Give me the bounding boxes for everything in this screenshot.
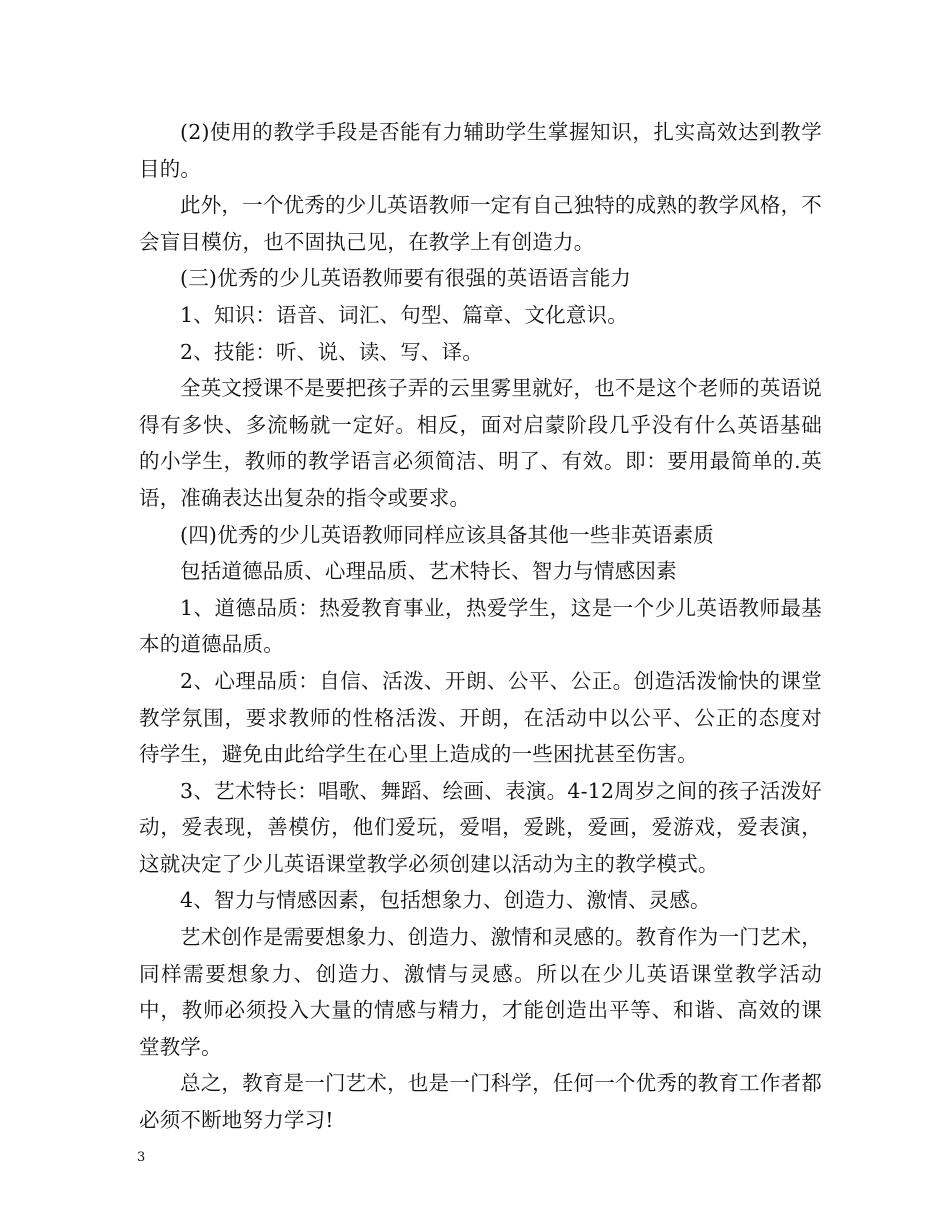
paragraph-conclusion: 总之，教育是一门艺术，也是一门科学，任何一个优秀的教育工作者都必须不断地努力学习! [139, 1071, 822, 1133]
paragraph-qualities-list: 包括道德品质、心理品质、艺术特长、智力与情感因素 [180, 559, 677, 584]
paragraph-english-instruction: 全英文授课不是要把孩子弄的云里雾里就好，也不是这个老师的英语说得有多快、多流畅就一定好。相反，面对启蒙阶段几乎没有什么英语基础的小学生，教师的教学语言必须简洁、明了、有效。即：要用最简单的.英语，准确表达出复杂的指令或要求。 [139, 376, 822, 510]
heading-english-ability: (三)优秀的少儿英语教师要有很强的英语语言能力 [180, 266, 632, 291]
document-body [139, 114, 822, 1139]
paragraph-intelligence-emotion: 4、智力与情感因素，包括想象力、创造力、激情、灵感。 [180, 888, 711, 913]
paragraph-artistic-creation: 艺术创作是需要想象力、创造力、激情和灵感的。教育作为一门艺术，同样需要想象力、创造力、激情与灵感。所以在少儿英语课堂教学活动中，教师必须投入大量的情感与精力，才能创造出平等、和谐、高效的课堂教学。 [139, 925, 822, 1059]
paragraph-skills: 2、技能：听、说、读、写、译。 [180, 339, 484, 364]
paragraph-artistic-talent: 3、艺术特长：唱歌、舞蹈、绘画、表演。4-12周岁之间的孩子活泼好动，爱表现，善模仿，他们爱玩，爱唱，爱跳，爱画，爱游戏，爱表演，这就决定了少儿英语课堂教学必须创建以活动为主的教学模式。 [139, 778, 822, 876]
paragraph-knowledge: 1、知识：语音、词汇、句型、篇章、文化意识。 [180, 302, 628, 327]
paragraph-moral-quality: 1、道德品质：热爱教育事业，热爱学生，这是一个少儿英语教师最基本的道德品质。 [139, 595, 822, 657]
paragraph-teaching-style: 此外，一个优秀的少儿英语教师一定有自己独特的成熟的教学风格，不会盲目模仿，也不固执己见，在教学上有创造力。 [139, 193, 822, 254]
paragraph-psychological-quality: 2、心理品质：自信、活泼、开朗、公平、公正。创造活泼愉快的课堂教学氛围，要求教师的性格活泼、开朗，在活动中以公平、公正的态度对待学生，避免由此给学生在心里上造成的一些困扰甚至伤害。 [139, 668, 822, 767]
heading-other-qualities: (四)优秀的少儿英语教师同样应该具备其他一些非英语素质 [180, 522, 714, 547]
page-number: 3 [137, 1150, 146, 1165]
paragraph-teaching-means: (2)使用的教学手段是否能有力辅助学生掌握知识，扎实高效达到教学目的。 [139, 120, 822, 181]
